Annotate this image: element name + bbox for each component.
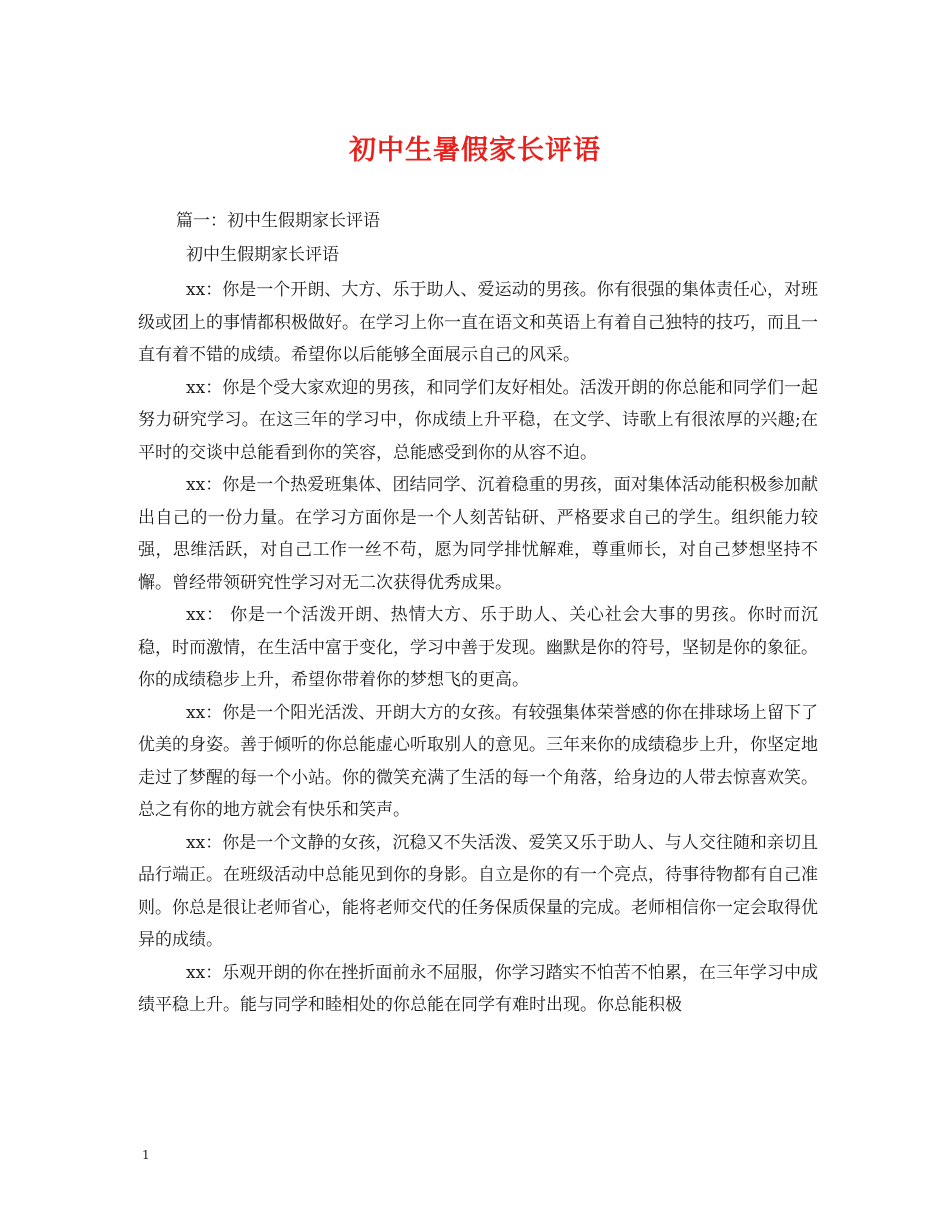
comment-paragraph: xx：你是一个热爱班集体、团结同学、沉着稳重的男孩，面对集体活动能积极参加献出自己的一份力量。在学习方面你是一个人刻苦钻研、严格要求自己的学生。组织能力较强，思维活跃，对自己工作一丝不苟，愿为同学排忧解难，尊重师长，对自己梦想坚持不懈。曾经带领研究性学习对无二次获得优秀成果。: [138, 475, 818, 593]
document-title: 初中生暑假家长评语: [349, 135, 601, 166]
comment-paragraph: xx：乐观开朗的你在挫折面前永不屈服，你学习踏实不怕苦不怕累，在三年学习中成绩平稳上升。能与同学和睦相处的你总能在同学有难时出现。你总能积极: [138, 962, 818, 1015]
comment-paragraph: xx：你是个受大家欢迎的男孩，和同学们友好相处。活泼开朗的你总能和同学们一起努力研究学习。在这三年的学习中，你成绩上升平稳，在文学、诗歌上有很浓厚的兴趣;在平时的交谈中总能看到你的笑容，总能感受到你的从容不迫。: [138, 377, 818, 463]
comment-paragraph: xx：你是一个阳光活泼、开朗大方的女孩。有较强集体荣誉感的你在排球场上留下了优美的身姿。善于倾听的你总能虚心听取别人的意见。三年来你的成绩稳步上升，你坚定地走过了梦醒的每一个小站。你的微笑充满了生活的每一个角落，给身边的人带去惊喜欢笑。总之有你的地方就会有快乐和笑声。: [138, 702, 818, 820]
page-number: 1: [142, 1148, 150, 1162]
comment-paragraph: xx： 你是一个活泼开朗、热情大方、乐于助人、关心社会大事的男孩。你时而沉稳，时而激情，在生活中富于变化，学习中善于发现。幽默是你的符号，坚韧是你的象征。你的成绩稳步上升，希望你带着你的梦想飞的更高。: [138, 605, 818, 690]
comment-list: [138, 274, 818, 1022]
section-heading: 篇一：初中生假期家长评语: [176, 211, 380, 231]
comment-paragraph: xx：你是一个文静的女孩，沉稳又不失活泼、爱笑又乐于助人、与人交往随和亲切且品行端正。在班级活动中总能见到你的身影。自立是你的有一个亮点，待事待物都有自己准则。你总是很让老师省心，能将老师交代的任务保质保量的完成。老师相信你一定会取得优异的成绩。: [138, 832, 818, 950]
sub-heading: 初中生假期家长评语: [186, 245, 339, 265]
comment-paragraph: xx：你是一个开朗、大方、乐于助人、爱运动的男孩。你有很强的集体责任心，对班级或团上的事情都积极做好。在学习上你一直在语文和英语上有着自己独特的技巧，而且一直有着不错的成绩。希望你以后能够全面展示自己的风采。: [138, 280, 818, 365]
